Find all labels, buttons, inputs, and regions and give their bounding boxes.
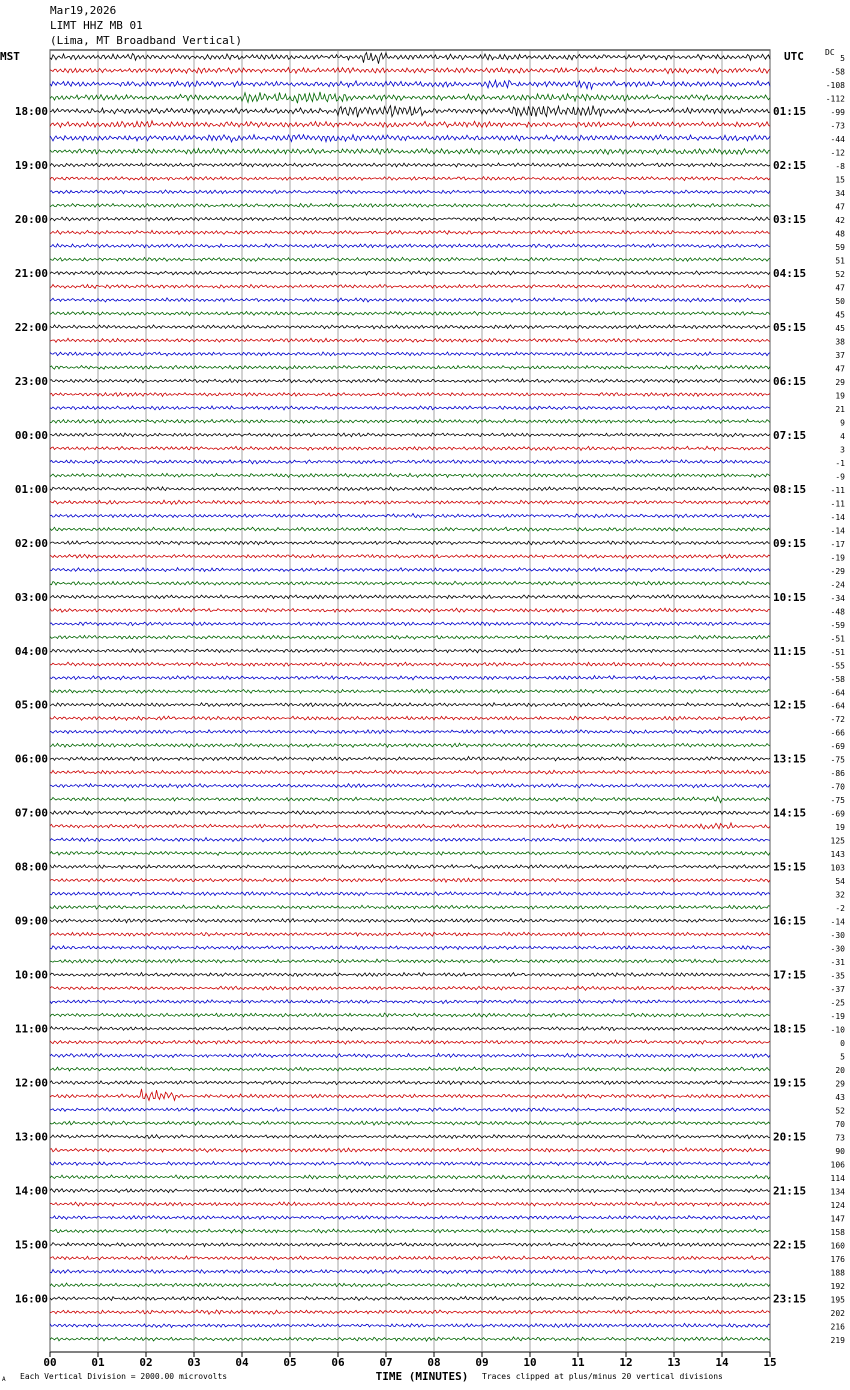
dc-offset-value: -35 (830, 971, 845, 981)
trace-row (50, 1269, 770, 1273)
trace-row (50, 1000, 770, 1004)
trace-row (50, 1108, 770, 1112)
dc-offset-value: 19 (835, 823, 845, 833)
dc-offset-value: 45 (835, 323, 845, 333)
left-hour-label: 04:00 (14, 644, 48, 658)
right-hour-label: 19:15 (773, 1076, 807, 1090)
dc-offset-value: -9 (835, 472, 845, 482)
left-hour-label: 08:00 (14, 860, 48, 874)
dc-offset-value: -10 (830, 1025, 845, 1035)
dc-offset-value: -75 (830, 755, 845, 765)
trace-row (50, 568, 770, 572)
trace-row (50, 1013, 770, 1017)
right-hour-label: 17:15 (773, 968, 807, 982)
dc-offset-value: 125 (830, 836, 845, 846)
trace-row (50, 311, 770, 315)
left-hour-label: 00:00 (14, 428, 48, 442)
trace-row (50, 473, 770, 477)
left-hour-label: 07:00 (14, 806, 48, 820)
left-hour-label: 09:00 (14, 914, 48, 928)
trace-row (50, 80, 770, 89)
x-tick-label: 10 (523, 1356, 537, 1369)
x-tick-label: 13 (667, 1356, 681, 1369)
dc-offset-value: 124 (830, 1201, 845, 1211)
trace-row (50, 365, 770, 369)
trace-row (50, 919, 770, 923)
dc-offset-value: -86 (830, 769, 845, 779)
right-hour-label: 01:15 (773, 104, 807, 118)
trace-row (50, 500, 770, 504)
dc-offset-value: -59 (830, 620, 845, 630)
dc-offset-value: 4 (840, 431, 845, 441)
trace-row (50, 581, 770, 585)
trace-row (50, 527, 770, 531)
dc-offset-value: -30 (830, 931, 845, 941)
trace-row (50, 649, 770, 653)
dc-offset-value: -66 (830, 728, 845, 738)
dc-offset-value: -48 (830, 607, 845, 617)
trace-row (50, 446, 770, 450)
right-hour-label: 08:15 (773, 482, 807, 496)
right-hour-label: 02:15 (773, 158, 807, 172)
dc-offset-value: -51 (830, 647, 845, 657)
dc-offset-value: -58 (830, 674, 845, 684)
right-hour-label: 11:15 (773, 644, 807, 658)
left-hour-label: 06:00 (14, 752, 48, 766)
dc-offset-value: 52 (835, 1106, 845, 1116)
trace-row (50, 190, 770, 194)
dc-offset-value: 21 (835, 404, 845, 414)
trace-row (50, 406, 770, 410)
right-hour-label: 20:15 (773, 1130, 807, 1144)
left-hour-label: 23:00 (14, 374, 48, 388)
trace-row (50, 1296, 770, 1300)
x-tick-label: 09 (475, 1356, 489, 1369)
x-tick-label: 11 (571, 1356, 585, 1369)
right-hour-label: 03:15 (773, 212, 807, 226)
trace-row (50, 163, 770, 167)
right-hour-label: 15:15 (773, 860, 807, 874)
dc-offset-value: 216 (830, 1322, 845, 1332)
dc-offset-value: 37 (835, 350, 845, 360)
dc-offset-value: 47 (835, 283, 845, 293)
trace-row (50, 932, 770, 936)
x-tick-label: 06 (331, 1356, 345, 1369)
dc-offset-value: -73 (830, 121, 845, 131)
dc-offset-value: -11 (830, 499, 845, 509)
trace-row (50, 1175, 770, 1179)
right-hour-label: 04:15 (773, 266, 807, 280)
dc-offset-value: 34 (835, 188, 845, 198)
left-hour-label: 22:00 (14, 320, 48, 334)
dc-offset-value: 43 (835, 1093, 845, 1103)
dc-offset-value: 29 (835, 1079, 845, 1089)
trace-row (50, 811, 770, 815)
dc-offset-value: -30 (830, 944, 845, 954)
dc-offset-value: -64 (830, 701, 845, 711)
dc-offset-value: -17 (830, 539, 845, 549)
dc-offset-value: 106 (830, 1160, 845, 1170)
dc-offset-value: 38 (835, 337, 845, 347)
dc-offset-value: -55 (830, 661, 845, 671)
left-hour-label: 10:00 (14, 968, 48, 982)
dc-offset-value: -25 (830, 998, 845, 1008)
trace-row (50, 325, 770, 329)
dc-offset-value: -108 (825, 80, 845, 90)
dc-offset-value: 48 (835, 229, 845, 239)
trace-row (50, 1310, 770, 1314)
dc-offset-value: -99 (830, 107, 845, 117)
dc-offset-value: 90 (835, 1147, 845, 1157)
dc-offset-value: -51 (830, 634, 845, 644)
trace-row (50, 865, 770, 869)
dc-offset-value: 59 (835, 242, 845, 252)
trace-row (50, 946, 770, 950)
trace-row (50, 67, 770, 73)
dc-offset-value: -19 (830, 553, 845, 563)
trace-row (50, 595, 770, 599)
left-hour-label: 21:00 (14, 266, 48, 280)
dc-offset-value: -69 (830, 742, 845, 752)
left-hour-label: 13:00 (14, 1130, 48, 1144)
right-hour-label: 09:15 (773, 536, 807, 550)
trace-row (50, 838, 770, 842)
trace-row (50, 433, 770, 437)
trace-row (50, 1148, 770, 1152)
trace-row (50, 379, 770, 383)
dc-offset-value: -31 (830, 958, 845, 968)
dc-offset-value: -14 (830, 512, 845, 522)
trace-row (50, 676, 770, 680)
trace-row (50, 1229, 770, 1233)
trace-row (50, 743, 770, 747)
dc-offset-value: -24 (830, 580, 845, 590)
right-hour-label: 18:15 (773, 1022, 807, 1036)
x-tick-label: 05 (283, 1356, 297, 1369)
trace-row (50, 1216, 770, 1220)
trace-row (50, 285, 770, 289)
trace-row (50, 1337, 770, 1341)
trace-row (50, 851, 770, 855)
dc-offset-value: -75 (830, 796, 845, 806)
left-hour-label: 11:00 (14, 1022, 48, 1036)
trace-row (50, 1027, 770, 1031)
x-tick-label: 01 (91, 1356, 105, 1369)
left-timezone-label: MST (0, 50, 20, 63)
trace-row (50, 770, 770, 774)
trace-row (50, 135, 770, 142)
dc-offset-value: 195 (830, 1295, 845, 1305)
trace-row (50, 92, 770, 103)
dc-offset-value: 51 (835, 256, 845, 266)
dc-offset-value: 15 (835, 175, 845, 185)
dc-offset-value: -14 (830, 917, 845, 927)
dc-offset-value: 42 (835, 215, 845, 225)
trace-row (50, 608, 770, 612)
dc-offset-value: 160 (830, 1241, 845, 1251)
dc-offset-value: 202 (830, 1309, 845, 1319)
corner-mark: A (2, 1376, 6, 1383)
trace-row (50, 635, 770, 639)
dc-offset-value: -64 (830, 688, 845, 698)
footer-clip-note: Traces clipped at plus/minus 20 vertical divisions (482, 1372, 723, 1381)
trace-row (50, 53, 770, 64)
label-group (15, 54, 845, 1369)
trace-row (50, 878, 770, 882)
trace-row (50, 1040, 770, 1044)
left-hour-label: 03:00 (14, 590, 48, 604)
trace-row (50, 1323, 770, 1327)
trace-row (50, 257, 770, 261)
x-tick-label: 08 (427, 1356, 441, 1369)
right-hour-label: 10:15 (773, 590, 807, 604)
dc-offset-value: 188 (830, 1268, 845, 1278)
right-timezone-label: UTC (784, 50, 804, 63)
x-tick-label: 02 (139, 1356, 153, 1369)
trace-row (50, 352, 770, 356)
trace-row (50, 823, 770, 829)
trace-row (50, 905, 770, 909)
trace-row (50, 622, 770, 626)
dc-offset-value: -72 (830, 715, 845, 725)
left-hour-label: 01:00 (14, 482, 48, 496)
dc-offset-value: 103 (830, 863, 845, 873)
trace-row (50, 1202, 770, 1206)
trace-row (50, 541, 770, 545)
trace-row (50, 959, 770, 963)
x-axis-title: TIME (MINUTES) (375, 1370, 469, 1383)
trace-row (50, 730, 770, 734)
left-hour-label: 02:00 (14, 536, 48, 550)
trace-row (50, 298, 770, 302)
dc-offset-value: 0 (840, 1039, 845, 1049)
dc-offset-value: 5 (840, 1052, 845, 1062)
trace-group (50, 53, 770, 1342)
dc-offset-value: 70 (835, 1120, 845, 1130)
dc-offset-value: -14 (830, 526, 845, 536)
dc-offset-value: 134 (830, 1187, 845, 1197)
dc-offset-value: -70 (830, 782, 845, 792)
trace-row (50, 1067, 770, 1071)
x-tick-label: 07 (379, 1356, 393, 1369)
trace-row (50, 393, 770, 397)
dc-offset-value: 158 (830, 1228, 845, 1238)
dc-offset-value: -11 (830, 485, 845, 495)
left-hour-label: 20:00 (14, 212, 48, 226)
right-hour-label: 06:15 (773, 374, 807, 388)
trace-row (50, 419, 770, 423)
x-tick-label: 03 (187, 1356, 201, 1369)
x-tick-label: 00 (43, 1356, 57, 1369)
trace-row (50, 973, 770, 977)
dc-offset-value: 47 (835, 202, 845, 212)
x-tick-label: 04 (235, 1356, 249, 1369)
dc-offset-value: -29 (830, 566, 845, 576)
trace-row (50, 106, 770, 118)
trace-row (50, 1135, 770, 1139)
dc-offset-value: -58 (830, 67, 845, 77)
trace-row (50, 514, 770, 518)
dc-offset-value: 3 (840, 445, 845, 455)
left-hour-label: 16:00 (14, 1292, 48, 1306)
trace-row (50, 244, 770, 248)
trace-row (50, 217, 770, 221)
dc-offset-value: 32 (835, 890, 845, 900)
right-hour-label: 22:15 (773, 1238, 807, 1252)
trace-row (50, 1081, 770, 1085)
dc-offset-value: 143 (830, 850, 845, 860)
trace-row (50, 784, 770, 788)
dc-offset-value: 73 (835, 1133, 845, 1143)
dc-offset-value: 114 (830, 1174, 845, 1184)
dc-offset-header: DC (825, 48, 835, 57)
dc-offset-value: 147 (830, 1214, 845, 1224)
trace-row (50, 757, 770, 761)
dc-offset-value: -34 (830, 593, 845, 603)
right-hour-label: 13:15 (773, 752, 807, 766)
left-hour-label: 14:00 (14, 1184, 48, 1198)
trace-row (50, 1189, 770, 1193)
trace-row (50, 689, 770, 693)
left-hour-label: 12:00 (14, 1076, 48, 1090)
trace-row (50, 177, 770, 181)
trace-row (50, 149, 770, 155)
dc-offset-value: 29 (835, 377, 845, 387)
trace-row (50, 892, 770, 896)
dc-offset-value: -69 (830, 809, 845, 819)
trace-row (50, 1283, 770, 1287)
x-tick-label: 14 (715, 1356, 729, 1369)
trace-row (50, 121, 770, 128)
dc-offset-value: -12 (830, 148, 845, 158)
trace-row (50, 271, 770, 275)
trace-row (50, 796, 770, 802)
dc-offset-value: -112 (825, 94, 845, 104)
trace-row (50, 986, 770, 990)
left-hour-label: 05:00 (14, 698, 48, 712)
right-hour-label: 16:15 (773, 914, 807, 928)
trace-row (50, 716, 770, 720)
dc-offset-value: -1 (835, 458, 845, 468)
dc-offset-value: 9 (840, 418, 845, 428)
left-hour-label: 18:00 (14, 104, 48, 118)
trace-row (50, 1243, 770, 1247)
dc-offset-value: -2 (835, 904, 845, 914)
right-hour-label: 07:15 (773, 428, 807, 442)
trace-row (50, 1121, 770, 1125)
trace-row (50, 1256, 770, 1260)
trace-row (50, 230, 770, 234)
right-hour-label: 05:15 (773, 320, 807, 334)
trace-row (50, 1162, 770, 1166)
right-hour-label: 21:15 (773, 1184, 807, 1198)
left-hour-label: 19:00 (14, 158, 48, 172)
station-code: LIMT HHZ MB 01 (50, 19, 143, 32)
station-location: (Lima, MT Broadband Vertical) (50, 34, 243, 47)
trace-row (50, 1054, 770, 1058)
dc-offset-value: 5 (840, 54, 845, 63)
trace-row (50, 487, 770, 491)
dc-offset-value: 19 (835, 391, 845, 401)
dc-offset-value: -44 (830, 134, 845, 144)
dc-offset-value: 219 (830, 1336, 845, 1345)
dc-offset-value: -8 (835, 161, 845, 171)
dc-offset-value: 45 (835, 310, 845, 320)
trace-row (50, 203, 770, 207)
right-hour-label: 12:15 (773, 698, 807, 712)
trace-row (50, 662, 770, 666)
trace-row (50, 703, 770, 707)
dc-offset-value: 52 (835, 269, 845, 279)
dc-offset-value: 20 (835, 1066, 845, 1076)
dc-offset-value: 54 (835, 877, 845, 887)
record-date: Mar19,2026 (50, 4, 117, 17)
left-hour-label: 15:00 (14, 1238, 48, 1252)
trace-row (50, 460, 770, 464)
trace-row (50, 1089, 770, 1101)
dc-offset-value: 50 (835, 296, 845, 306)
dc-offset-value: -37 (830, 985, 845, 995)
dc-offset-value: 176 (830, 1255, 845, 1265)
footer-scale-note: Each Vertical Division = 2000.00 microvolts (20, 1372, 228, 1381)
x-tick-label: 15 (763, 1356, 777, 1369)
dc-offset-value: 47 (835, 364, 845, 374)
right-hour-label: 14:15 (773, 806, 807, 820)
trace-row (50, 554, 770, 558)
right-hour-label: 23:15 (773, 1292, 807, 1306)
dc-offset-value: -19 (830, 1012, 845, 1022)
dc-offset-value: 192 (830, 1282, 845, 1292)
trace-row (50, 338, 770, 342)
x-tick-label: 12 (619, 1356, 633, 1369)
